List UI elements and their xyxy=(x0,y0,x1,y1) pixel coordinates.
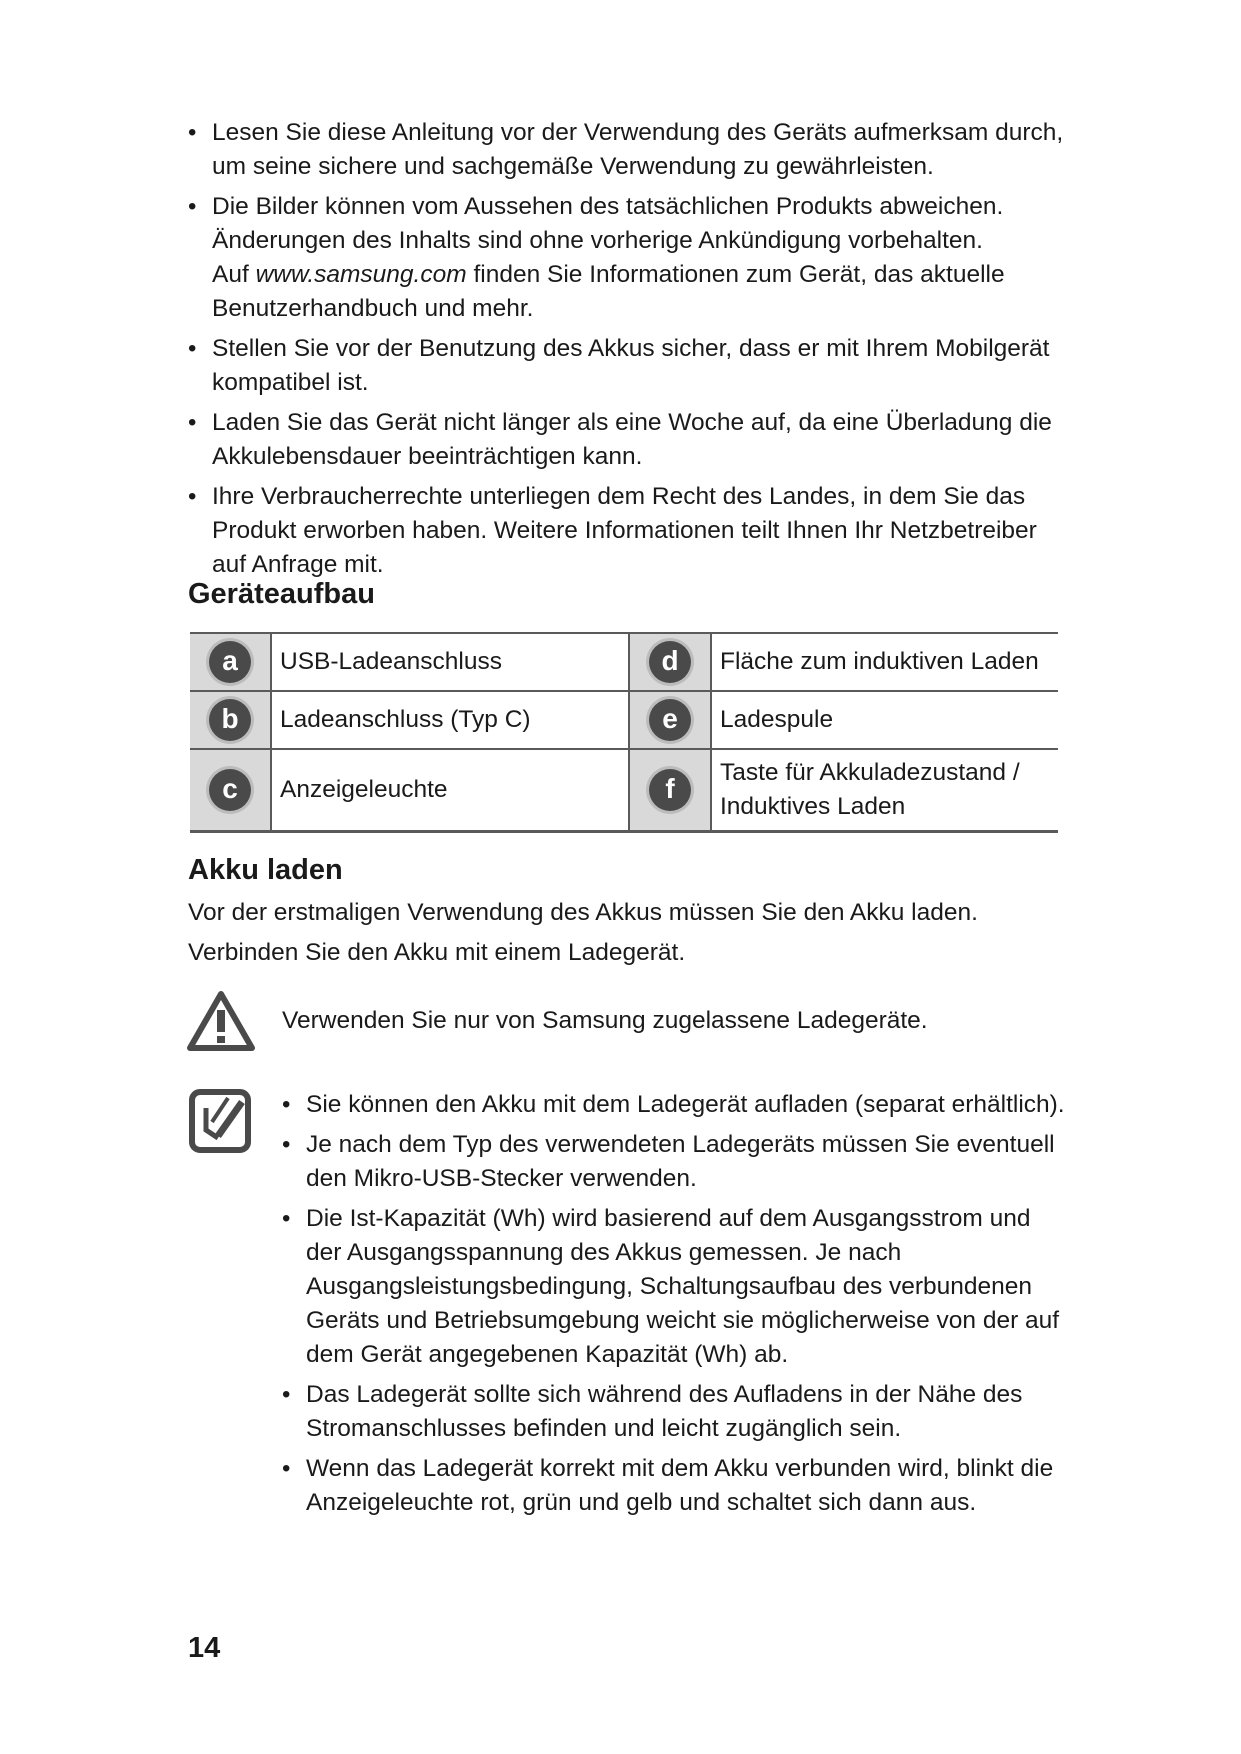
list-item: • Wenn das Ladegerät korrekt mit dem Akku verbunden wird, blinkt die Anzeigeleuchte rot, grün und gelb und schaltet sich dann aus. xyxy=(282,1452,1072,1520)
badge-c: c xyxy=(209,769,251,811)
list-item: • Sie können den Akku mit dem Ladegerät aufladen (separat erhältlich). xyxy=(282,1088,1072,1122)
part-label: Ladeanschluss (Typ C) xyxy=(280,706,531,733)
list-item: • Stellen Sie vor der Benutzung des Akkus sicher, dass er mit Ihrem Mobilgerät kompatibel ist. xyxy=(188,332,1068,400)
intro-bullet-list xyxy=(188,116,1068,588)
badge-f: f xyxy=(649,769,691,811)
list-item: • Je nach dem Typ des verwendeten Ladegeräts müssen Sie eventuell den Mikro-USB-Stecker verwenden. xyxy=(282,1128,1072,1196)
device-layout-table xyxy=(190,632,1058,833)
page-number: 14 xyxy=(188,1632,221,1664)
part-label: Ladespule xyxy=(720,706,834,733)
charging-intro-text: Vor der erstmaligen Verwendung des Akkus müssen Sie den Akku laden. xyxy=(188,899,978,926)
badge-e: e xyxy=(649,699,691,741)
list-item: • Ihre Verbraucherrechte unterliegen dem Recht des Landes, in dem Sie das Produkt erworben haben. Weitere Informationen teilt Ihnen Ihr Netzbetreiber auf Anfrage mit. xyxy=(188,480,1068,582)
list-item: • Das Ladegerät sollte sich während des Aufladens in der Nähe des Stromanschlusses befinden und leicht zugänglich sein. xyxy=(282,1378,1072,1446)
section-title-akku-laden: Akku laden xyxy=(188,854,343,886)
badge-b: b xyxy=(209,699,251,741)
warning-triangle-icon xyxy=(186,990,256,1057)
note-pencil-icon xyxy=(188,1088,254,1159)
table-row xyxy=(190,749,1058,832)
badge-d: d xyxy=(649,641,691,683)
part-label: Anzeigeleuchte xyxy=(280,776,448,803)
badge-a: a xyxy=(209,641,251,683)
list-item: • Lesen Sie diese Anleitung vor der Verwendung des Geräts aufmerksam durch, um seine sichere und sachgemäße Verwendung zu gewährleisten. xyxy=(188,116,1068,184)
list-item: • Die Bilder können vom Aussehen des tatsächlichen Produkts abweichen. Änderungen des Inhalts sind ohne vorherige Ankündigung vorbehalten. Auf www.samsung.com finden Sie Informationen zum Gerät, das aktuelle Benutzerhandbuch und mehr. xyxy=(188,190,1068,326)
table-row xyxy=(190,691,1058,749)
table-row xyxy=(190,633,1058,691)
part-label: Fläche zum induktiven Laden xyxy=(720,648,1039,675)
part-label: Taste für Akkuladezustand / Induktives Laden xyxy=(720,759,1020,820)
list-item: • Die Ist-Kapazität (Wh) wird basierend auf dem Ausgangsstrom und der Ausgangsspannung des Akkus gemessen. Je nach Ausgangsleistungsbedingung, Schaltungsaufbau des verbundenen Geräts und Betriebsumgebung weicht sie möglicherweise von der auf dem Gerät angegebenen Kapazität (Wh) ab. xyxy=(282,1202,1072,1372)
section-title-geraeteaufbau: Geräteaufbau xyxy=(188,578,375,610)
part-label: USB-Ladeanschluss xyxy=(280,648,502,675)
samsung-website-link[interactable]: www.samsung.com xyxy=(255,261,467,288)
warning-text: Verwenden Sie nur von Samsung zugelassene Ladegeräte. xyxy=(282,1007,928,1034)
charging-notes-list xyxy=(282,1088,1072,1526)
list-item: • Laden Sie das Gerät nicht länger als eine Woche auf, da eine Überladung die Akkulebensdauer beeinträchtigen kann. xyxy=(188,406,1068,474)
charging-connect-text: Verbinden Sie den Akku mit einem Ladegerät. xyxy=(188,939,686,966)
